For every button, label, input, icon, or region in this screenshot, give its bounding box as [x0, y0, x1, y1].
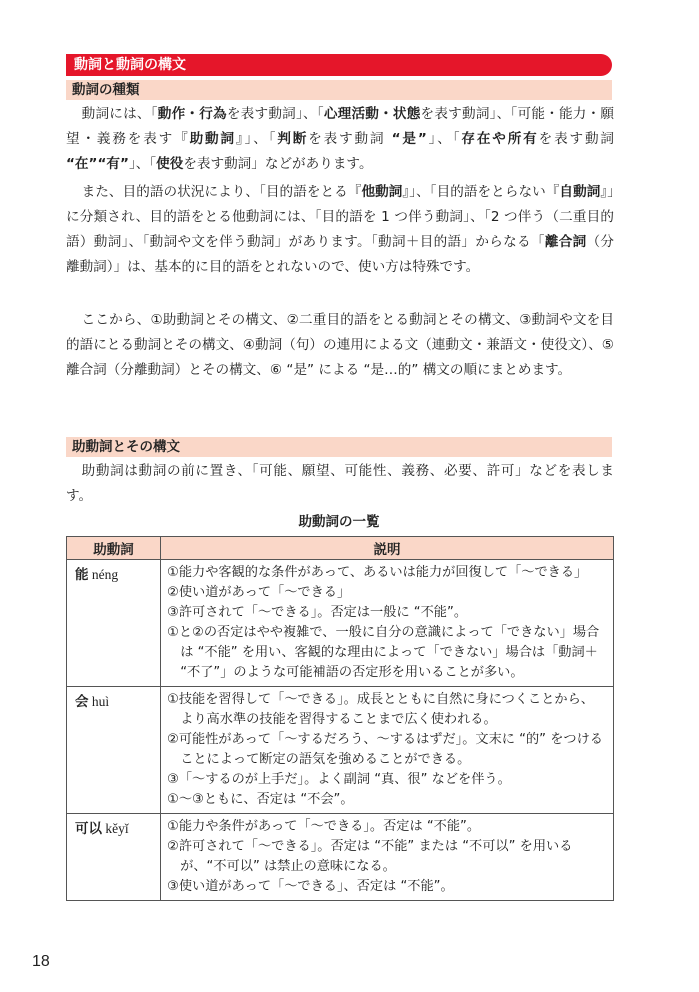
table-header-row — [67, 537, 614, 560]
pinyin: néng — [88, 567, 119, 582]
table-row — [67, 687, 614, 814]
bold-term: 自動詞 — [559, 184, 601, 200]
column-header-auxiliary: 助動詞 — [67, 537, 161, 560]
paragraph-verb-types-1 — [66, 102, 614, 177]
text-run: 」、「 — [128, 156, 157, 172]
explanation-item: ②可能性があって「〜するだろう、〜するはずだ」。文末に “的” をつけることによって断定の語気を強めることができる。 — [167, 732, 603, 767]
column-header-explanation: 説明 — [161, 537, 614, 560]
explanation-item: ③許可されて「〜できる」。否定は一般に “不能”。 — [167, 605, 468, 620]
text-run: また、目的語の状況により、「目的語をとる『 — [81, 184, 362, 200]
text-run: を表す動詞」などがあります。 — [183, 156, 373, 172]
explanation-item: ②許可されて「〜できる」。否定は “不能” または “不可以” を用いるが、“不可以” は禁止の意味になる。 — [167, 839, 573, 874]
explanation-item: ②使い道があって「〜できる」 — [167, 585, 351, 600]
text-run: を表す動詞 — [538, 131, 615, 147]
text-run: ここから、①助動詞とその構文、②二重目的語をとる動詞とその構文、③動詞や文を目的語にとる動詞とその構文、④動詞（句）の連用による文（連動文・兼語文・使役文）、⑤離合詞（分離動詞）とその構文、⑥ “是” による “是…的” 構文の順にまとめます。 — [66, 312, 614, 378]
text-run: 』」に分類され、目的語をとる他動詞には、「目的語を 1 つ伴う動詞」、「2 つ伴う（二重目的語）動詞」、「動詞や文を伴う動詞」があります。「動詞＋目的語」からなる「 — [66, 184, 615, 250]
explanation-item: ①能力や条件があって「〜できる」。否定は “不能”。 — [167, 819, 481, 834]
table-row — [67, 560, 614, 687]
pinyin: kěyǐ — [102, 821, 129, 836]
bold-term: “在”“有” — [66, 156, 129, 172]
bold-term: 心理活動・状態 — [323, 106, 421, 122]
table-caption: 助動詞の一覧 — [298, 514, 380, 530]
text-run: 』」、「目的語をとらない『 — [402, 184, 560, 200]
bold-term: 使役 — [156, 156, 184, 172]
auxiliary-word-cell — [67, 687, 161, 814]
text-run: 』」、「 — [235, 131, 278, 147]
explanation-item: ①技能を習得して「〜できる」。成長とともに自然に身につくことから、より高水準の技能を習得することまで広く使われる。 — [167, 692, 594, 727]
auxiliary-word: 可以 — [75, 821, 102, 837]
bold-term: 動作・行為 — [157, 106, 227, 122]
explanation-item: ③使い道があって「〜できる」、否定は “不能”。 — [167, 879, 454, 894]
table-row — [67, 814, 614, 901]
auxiliary-word: 能 — [75, 567, 89, 583]
auxiliary-verb-table — [66, 536, 614, 901]
section-heading-auxiliary-verbs: 助動詞とその構文 — [66, 437, 612, 457]
explanation-item: ①と②の否定はやや複雑で、一般に自分の意識によって「できない」場合は “不能” を用い、客観的な理由によって「できない」場合は「動詞＋ “不了”」のような可能補語の否定形を用いることが多い。 — [167, 625, 600, 680]
text-run: 」、「 — [426, 131, 462, 147]
paragraph-auxiliary-intro: 助動詞は動詞の前に置き、「可能、願望、可能性、義務、必要、許可」などを表します。 — [66, 463, 614, 504]
text-run: を表す動詞 — [308, 131, 392, 147]
text-run: 動詞には、「 — [81, 106, 158, 122]
pinyin: huì — [88, 694, 110, 709]
auxiliary-word-cell — [67, 560, 161, 687]
explanation-item: ③「〜するのが上手だ」。よく副詞 “真、很” などを伴う。 — [167, 772, 511, 787]
bold-term: “是” — [391, 131, 427, 147]
bold-term: 離合詞 — [544, 234, 587, 250]
page-number: 18 — [32, 953, 50, 970]
explanation-cell — [161, 560, 614, 687]
bold-term: 存在や所有 — [461, 131, 539, 147]
explanation-cell — [161, 814, 614, 901]
chapter-title: 動詞と動詞の構文 — [66, 54, 612, 76]
bold-term: 判断 — [277, 131, 309, 147]
section-heading-verb-types: 動詞の種類 — [66, 80, 612, 100]
auxiliary-word: 会 — [75, 694, 89, 710]
paragraph-verb-types-2 — [66, 180, 614, 280]
bold-term: 助動詞 — [189, 131, 236, 147]
paragraph-verb-types-3 — [66, 308, 614, 383]
text-run: を表す動詞」、「 — [226, 106, 324, 122]
text-run: （分離動詞）」は、基本的に目的語をとれないので、使い方は特殊です。 — [66, 234, 615, 275]
explanation-item: ①能力や客観的な条件があって、あるいは能力が回復して「〜できる」 — [167, 565, 588, 580]
auxiliary-word-cell — [67, 814, 161, 901]
explanation-item: ①〜③ともに、否定は “不会”。 — [167, 792, 354, 807]
text-run: を表す動詞」、「可能・能力・願望・義務を表す『 — [66, 106, 615, 147]
page-bottom-margin — [0, 940, 699, 992]
bold-term: 他動詞 — [361, 184, 403, 200]
explanation-cell — [161, 687, 614, 814]
